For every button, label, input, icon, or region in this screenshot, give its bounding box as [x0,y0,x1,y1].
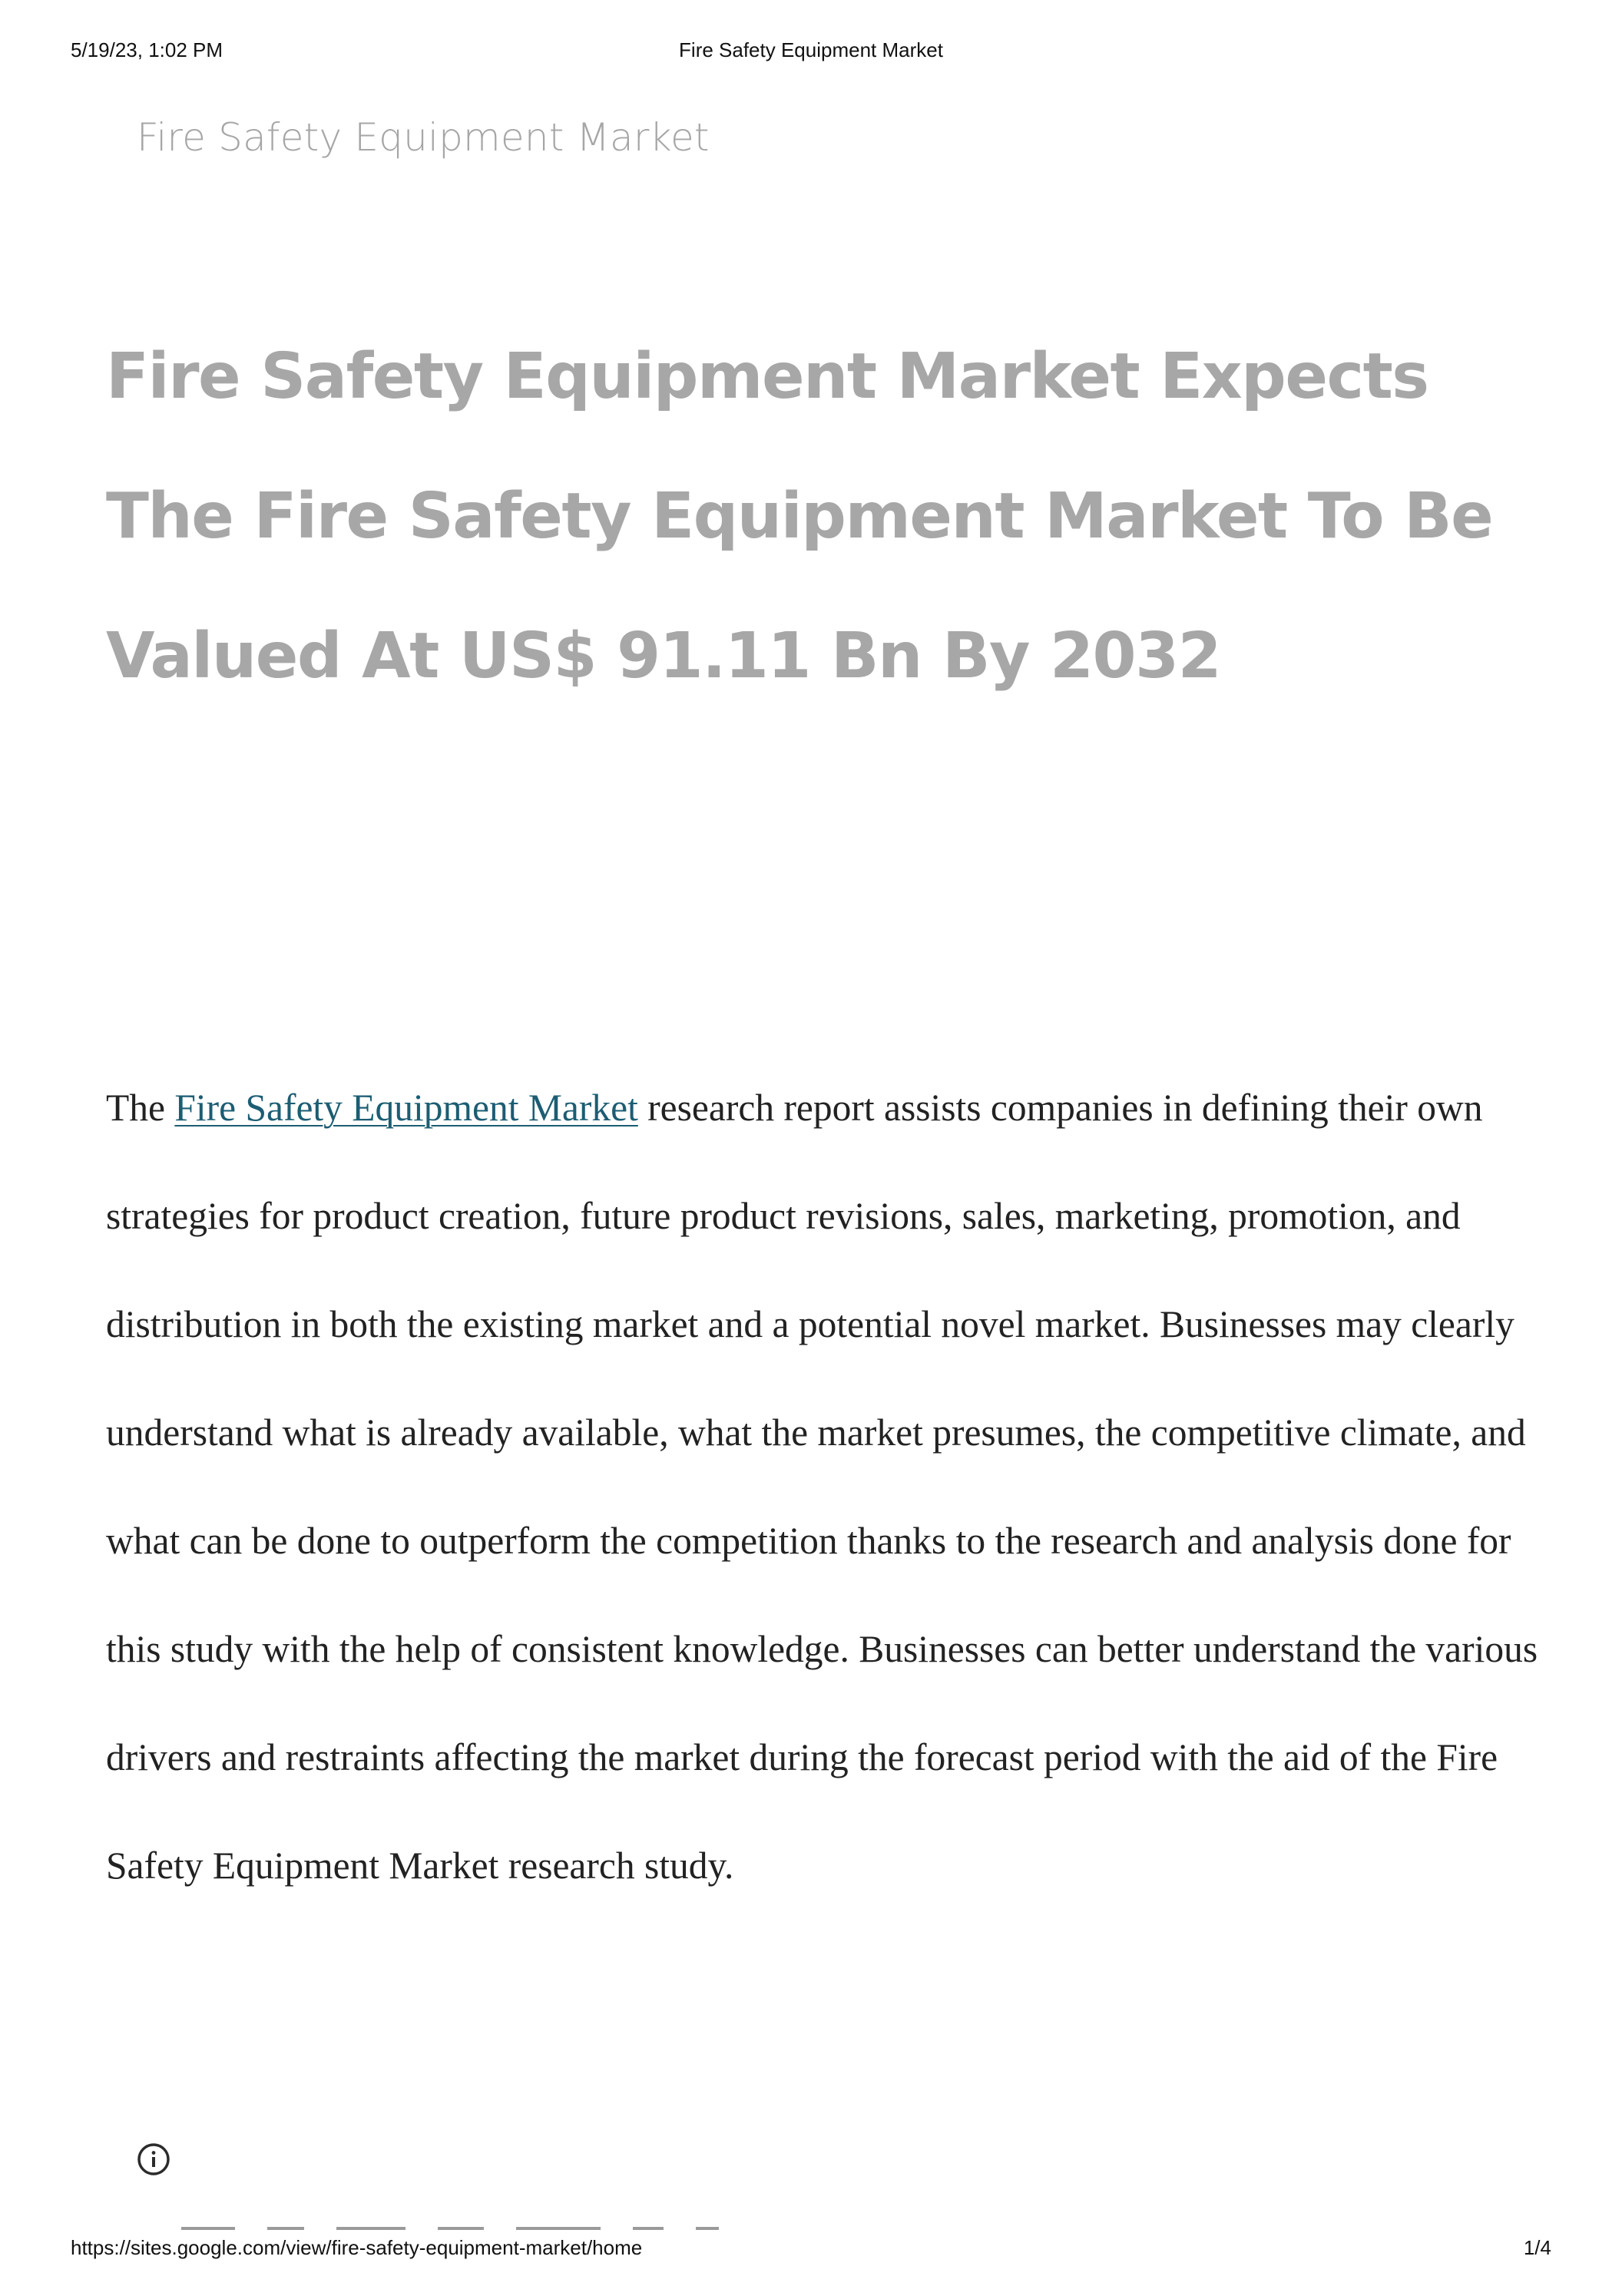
print-page-title: Fire Safety Equipment Market [679,38,943,61]
print-page-number: 1/4 [1523,2236,1551,2259]
market-report-link[interactable]: Fire Safety Equipment Market [174,1087,638,1129]
print-footer [0,2236,1622,2267]
body-rest: research report assists companies in defining their own strategies for product creation, future product revisions, sales, marketing, promotion, and distribution in both the existing market and a potential novel market. Businesses may clearly understand what is already available, what the market presumes, the competitive climate, and what can be done to outperform the competition thanks to the research and analysis done for this study with the help of consistent knowledge. Businesses can better understand the various drivers and restraints affecting the market during the forecast period with the aid of the Fire Safety Equipment Market research study. [106,1087,1538,1887]
print-datetime: 5/19/23, 1:02 PM [71,38,223,61]
article-headline: Fire Safety Equipment Market Expects The Fire Safety Equipment Market To Be Valued At US$ 91.11 Bn By 2032 [106,340,1493,693]
print-header [0,38,1622,69]
site-title[interactable]: Fire Safety Equipment Market [137,115,710,160]
info-icon[interactable] [135,2141,172,2178]
body-prefix: The [106,1087,175,1129]
print-url: https://sites.google.com/view/fire-safety-equipment-market/home [71,2236,643,2259]
clipped-next-line [181,2227,965,2235]
article-body [106,1054,1542,1920]
